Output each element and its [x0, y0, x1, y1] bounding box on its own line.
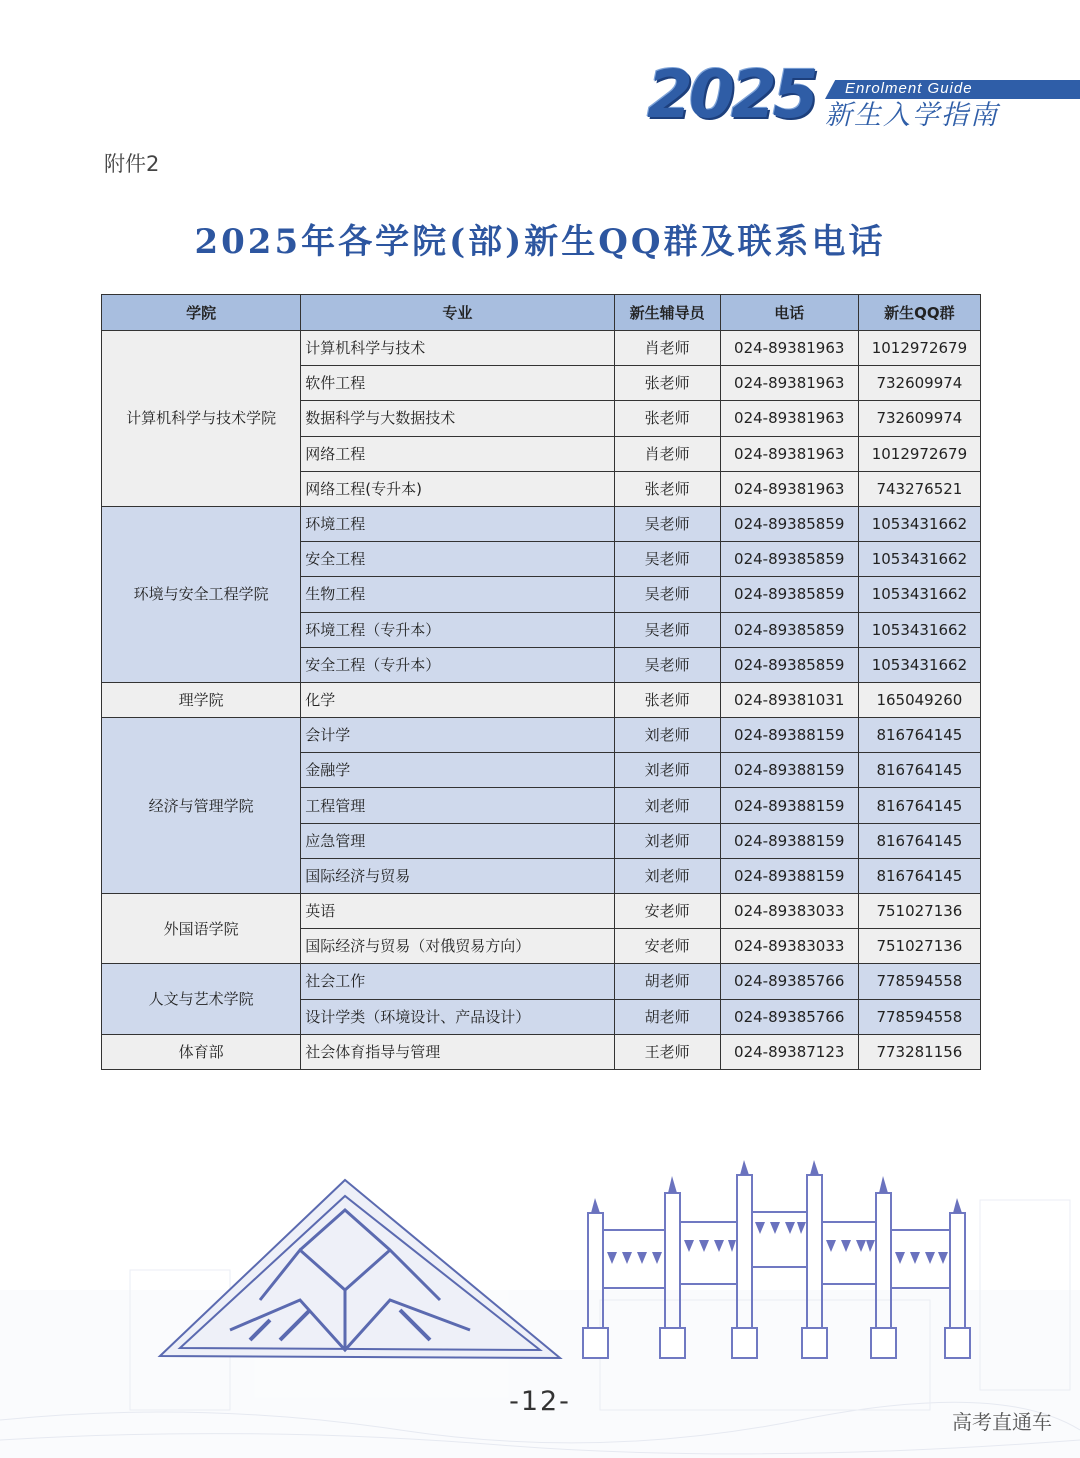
major-cell: 计算机科学与技术: [301, 331, 614, 366]
college-cell: 外国语学院: [102, 894, 301, 964]
table-row: [102, 331, 981, 366]
qq-group-cell: 732609974: [858, 401, 980, 436]
qq-group-cell: 751027136: [858, 929, 980, 964]
qq-group-cell: 1012972679: [858, 331, 980, 366]
counselor-cell: 吴老师: [614, 647, 720, 682]
table-row: [102, 964, 981, 999]
qq-group-cell: 1053431662: [858, 612, 980, 647]
qq-group-cell: 751027136: [858, 894, 980, 929]
major-cell: 环境工程（专升本）: [301, 612, 614, 647]
phone-cell: 024-89383033: [720, 894, 858, 929]
phone-cell: 024-89385766: [720, 999, 858, 1034]
phone-cell: 024-89385766: [720, 964, 858, 999]
counselor-cell: 胡老师: [614, 964, 720, 999]
major-cell: 金融学: [301, 753, 614, 788]
counselor-cell: 吴老师: [614, 577, 720, 612]
header-major: 专业: [301, 295, 614, 331]
qq-group-cell: 778594558: [858, 964, 980, 999]
counselor-cell: 肖老师: [614, 436, 720, 471]
counselor-cell: 张老师: [614, 682, 720, 717]
page-title: 2025年各学院(部)新生QQ群及联系电话: [194, 222, 886, 262]
triangle-building-illustration: [160, 1180, 560, 1358]
phone-cell: 024-89388159: [720, 788, 858, 823]
phone-cell: 024-89385859: [720, 647, 858, 682]
table-row: [102, 1034, 981, 1069]
qq-group-cell: 1012972679: [858, 436, 980, 471]
major-cell: 安全工程（专升本）: [301, 647, 614, 682]
phone-cell: 024-89388159: [720, 718, 858, 753]
major-cell: 社会工作: [301, 964, 614, 999]
college-cell: 计算机科学与技术学院: [102, 331, 301, 507]
phone-cell: 024-89381963: [720, 366, 858, 401]
counselor-cell: 刘老师: [614, 753, 720, 788]
major-cell: 安全工程: [301, 542, 614, 577]
phone-cell: 024-89381963: [720, 401, 858, 436]
major-cell: 英语: [301, 894, 614, 929]
major-cell: 环境工程: [301, 506, 614, 541]
brand-subtitle-en: Enrolment Guide: [845, 80, 973, 97]
phone-cell: 024-89385859: [720, 542, 858, 577]
major-cell: 网络工程: [301, 436, 614, 471]
header-phone: 电话: [720, 295, 858, 331]
attachment-label: 附件2: [104, 152, 160, 176]
major-cell: 数据科学与大数据技术: [301, 401, 614, 436]
phone-cell: 024-89381963: [720, 331, 858, 366]
qq-group-cell: 732609974: [858, 366, 980, 401]
brand-year: 2025: [647, 56, 815, 133]
counselor-cell: 刘老师: [614, 718, 720, 753]
college-cell: 环境与安全工程学院: [102, 506, 301, 682]
counselor-cell: 刘老师: [614, 823, 720, 858]
counselor-cell: 王老师: [614, 1034, 720, 1069]
qq-group-cell: 1053431662: [858, 647, 980, 682]
counselor-cell: 张老师: [614, 366, 720, 401]
table-body: [102, 331, 981, 1070]
major-cell: 网络工程(专升本): [301, 471, 614, 506]
phone-cell: 024-89385859: [720, 506, 858, 541]
major-cell: 生物工程: [301, 577, 614, 612]
major-cell: 会计学: [301, 718, 614, 753]
counselor-cell: 吴老师: [614, 542, 720, 577]
major-cell: 国际经济与贸易（对俄贸易方向）: [301, 929, 614, 964]
qq-group-cell: 778594558: [858, 999, 980, 1034]
major-cell: 软件工程: [301, 366, 614, 401]
qq-group-cell: 816764145: [858, 823, 980, 858]
phone-cell: 024-89388159: [720, 823, 858, 858]
table-row: [102, 506, 981, 541]
qq-group-cell: 816764145: [858, 753, 980, 788]
phone-cell: 024-89388159: [720, 858, 858, 893]
counselor-cell: 胡老师: [614, 999, 720, 1034]
phone-cell: 024-89383033: [720, 929, 858, 964]
college-cell: 体育部: [102, 1034, 301, 1069]
phone-cell: 024-89387123: [720, 1034, 858, 1069]
counselor-cell: 吴老师: [614, 506, 720, 541]
major-cell: 社会体育指导与管理: [301, 1034, 614, 1069]
campus-buildings-background: [0, 1200, 1080, 1458]
counselor-cell: 吴老师: [614, 612, 720, 647]
qq-group-cell: 1053431662: [858, 506, 980, 541]
enrolment-guide-brand: [645, 56, 1080, 136]
phone-cell: 024-89381963: [720, 436, 858, 471]
qq-group-cell: 1053431662: [858, 577, 980, 612]
brand-subtitle-cn: 新生入学指南: [825, 100, 999, 131]
phone-cell: 024-89388159: [720, 753, 858, 788]
table-row: [102, 682, 981, 717]
college-cell: 人文与艺术学院: [102, 964, 301, 1034]
counselor-cell: 安老师: [614, 894, 720, 929]
qq-group-cell: 816764145: [858, 858, 980, 893]
phone-cell: 024-89381963: [720, 471, 858, 506]
qq-group-cell: 816764145: [858, 718, 980, 753]
phone-cell: 024-89385859: [720, 612, 858, 647]
qq-group-cell: 743276521: [858, 471, 980, 506]
header-counselor: 新生辅导员: [614, 295, 720, 331]
qq-group-cell: 816764145: [858, 788, 980, 823]
major-cell: 应急管理: [301, 823, 614, 858]
counselor-cell: 张老师: [614, 401, 720, 436]
major-cell: 国际经济与贸易: [301, 858, 614, 893]
college-cell: 理学院: [102, 682, 301, 717]
page-number: -12-: [509, 1386, 571, 1417]
qq-group-cell: 165049260: [858, 682, 980, 717]
phone-cell: 024-89381031: [720, 682, 858, 717]
counselor-cell: 张老师: [614, 471, 720, 506]
qq-group-cell: 773281156: [858, 1034, 980, 1069]
watermark-text: 高考直通车: [952, 1410, 1052, 1434]
counselor-cell: 肖老师: [614, 331, 720, 366]
table-row: [102, 718, 981, 753]
counselor-cell: 刘老师: [614, 788, 720, 823]
header-college: 学院: [102, 295, 301, 331]
table-row: [102, 894, 981, 929]
major-cell: 工程管理: [301, 788, 614, 823]
table-header-row: [102, 295, 981, 331]
college-cell: 经济与管理学院: [102, 718, 301, 894]
major-cell: 设计学类（环境设计、产品设计）: [301, 999, 614, 1034]
major-cell: 化学: [301, 682, 614, 717]
phone-cell: 024-89385859: [720, 577, 858, 612]
qq-group-cell: 1053431662: [858, 542, 980, 577]
contact-table: [101, 294, 981, 1070]
counselor-cell: 刘老师: [614, 858, 720, 893]
counselor-cell: 安老师: [614, 929, 720, 964]
header-qq-group: 新生QQ群: [858, 295, 980, 331]
